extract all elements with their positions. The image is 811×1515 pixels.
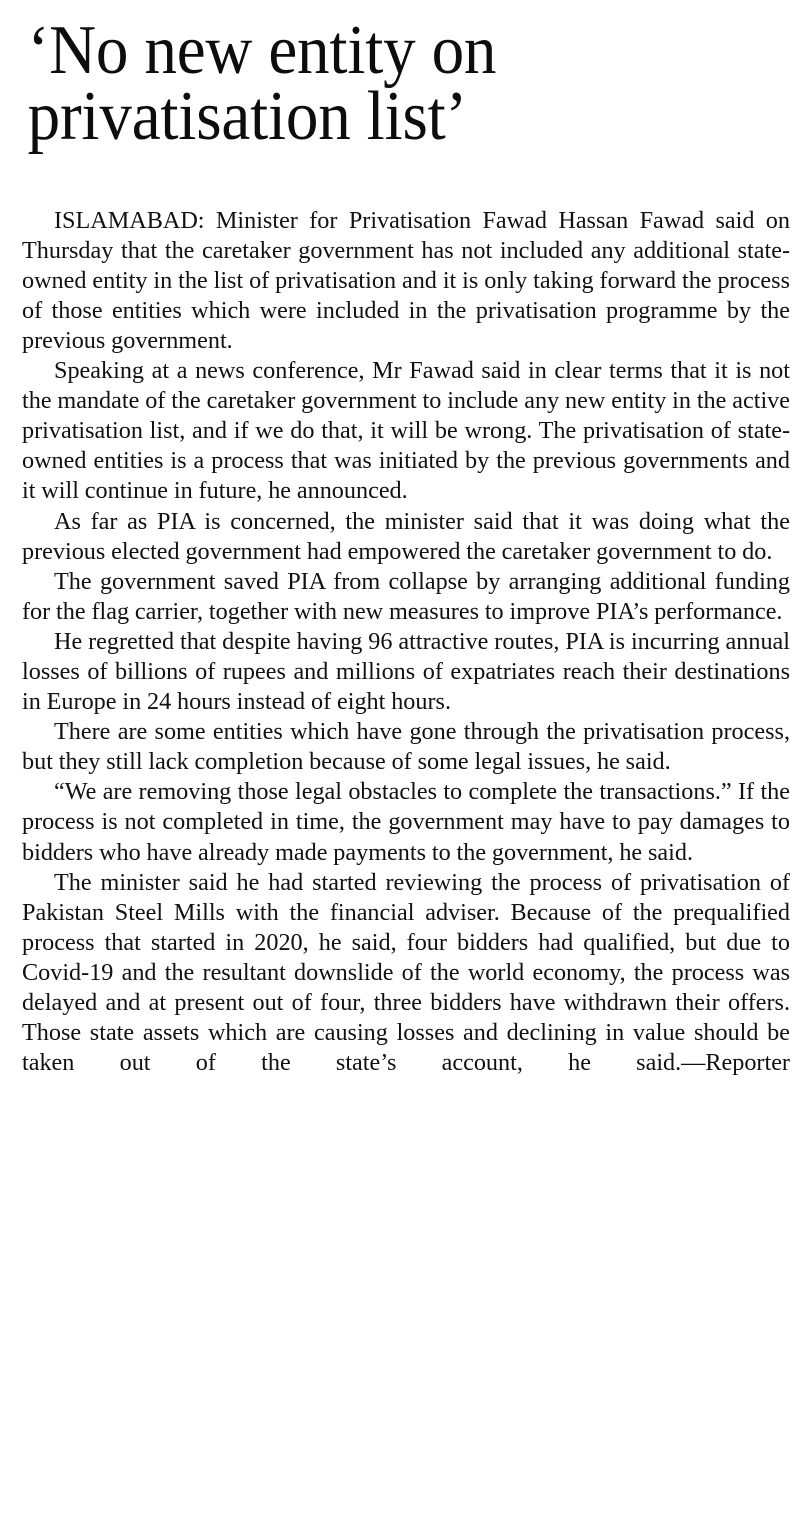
- article-paragraph: ISLAMABAD: Minister for Privatisation Fawad Hassan Fawad said on Thursday that the caretaker government has not included any additional state-owned entity in the list of privatisation and it is only taking forward the process of those entities which were included in the privatisation programme by the previous government.: [22, 206, 790, 354]
- article-paragraph-final: The minister said he had started reviewing the process of privatisation of Pakistan Steel Mills with the financial adviser. Because of the prequalified process that started in 2020, he said, four bidders had qualified, but due to Covid-19 and the resultant downslide of the world economy, the process was delayed and at present out of four, three bidders have withdrawn their offers. Those state assets which are causing losses and declining in value should be taken out of the state’s account, he said.—Reporter: [22, 868, 790, 1077]
- article-paragraph: “We are removing those legal obstacles to complete the transactions.” If the process is not completed in time, the government may have to pay damages to bidders who have already made payments to the government, he said.: [22, 778, 790, 866]
- article-paragraph: As far as PIA is concerned, the minister said that it was doing what the previous elected government had empowered the caretaker government to do.: [22, 507, 790, 565]
- article-paragraph: Speaking at a news conference, Mr Fawad said in clear terms that it is not the mandate of the caretaker government to include any new entity in the active privatisation list, and if we do that, it will be wrong. The privatisation of state-owned entities is a process that was initiated by the previous governments and it will continue in future, he announced.: [22, 357, 790, 505]
- article-headline: ‘No new entity on privatisation list’: [27, 12, 513, 155]
- article-paragraph: The government saved PIA from collapse by arranging additional funding for the flag carrier, together with new measures to improve PIA’s performance.: [22, 567, 790, 625]
- article-paragraph: There are some entities which have gone through the privatisation process, but they still lack completion because of some legal issues, he said.: [22, 718, 790, 776]
- article-container: [22, 0, 790, 1108]
- article-body: [22, 150, 790, 1109]
- article-paragraph: He regretted that despite having 96 attractive routes, PIA is incurring annual losses of billions of rupees and millions of expatriates reach their destinations in Europe in 24 hours instead of eight hours.: [22, 627, 790, 716]
